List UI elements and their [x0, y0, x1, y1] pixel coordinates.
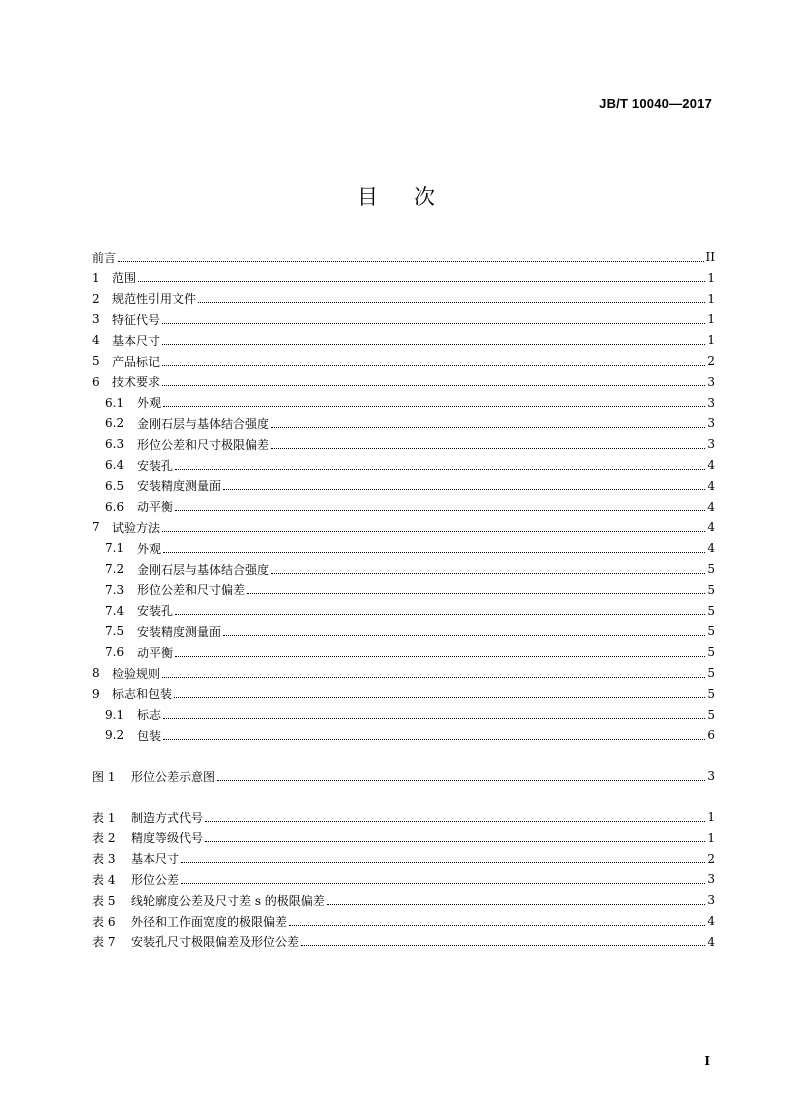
- toc-entry[interactable]: [92, 684, 715, 704]
- leader-dots: [205, 841, 705, 842]
- table-entry-page: 2: [707, 851, 715, 866]
- toc-entry-page: 5: [707, 582, 715, 597]
- toc-entry-page: 3: [707, 374, 715, 389]
- table-entry-number: 表 4: [92, 872, 116, 887]
- toc-entry-number: 7.5: [105, 624, 125, 639]
- toc-entry[interactable]: [92, 309, 715, 329]
- toc-entry-page: 4: [707, 541, 715, 556]
- table-entry-label: 线轮廓度公差及尺寸差 s 的极限偏差: [131, 893, 325, 908]
- standard-code: JB/T 10040—2017: [599, 96, 712, 111]
- leader-dots: [217, 780, 705, 781]
- leader-dots: [163, 739, 705, 740]
- toc-entry-label: 规范性引用文件: [112, 292, 197, 307]
- toc-entry-label: 安装精度测量面: [137, 624, 222, 639]
- toc-entry-number: 9.1: [105, 707, 125, 722]
- toc-entry[interactable]: [92, 455, 715, 475]
- toc-entry-label: 产品标记: [112, 354, 161, 369]
- table-entry-number: 表 5: [92, 893, 116, 908]
- toc-entry-number: 2: [92, 291, 100, 306]
- leader-dots: [175, 656, 705, 657]
- leader-dots: [163, 406, 705, 407]
- leader-dots: [118, 261, 704, 262]
- toc-entry-label: 动平衡: [137, 500, 174, 515]
- table-entry-label: 外径和工作面宽度的极限偏差: [131, 914, 288, 929]
- toc-entry-label: 特征代号: [112, 312, 161, 327]
- toc-entry-label: 安装孔: [137, 458, 174, 473]
- toc-entry[interactable]: [92, 351, 715, 371]
- table-entry-label: 制造方式代号: [131, 810, 204, 825]
- leader-dots: [247, 593, 705, 594]
- toc-entry-page: 5: [707, 686, 715, 701]
- toc-entry-page: 1: [707, 291, 715, 306]
- table-entry-label: 精度等级代号: [131, 831, 204, 846]
- toc-entry-number: 1: [92, 270, 100, 285]
- toc-entry[interactable]: [92, 725, 715, 745]
- page-number: I: [704, 1054, 710, 1068]
- leader-dots: [163, 552, 705, 553]
- toc-entry-label: 外观: [137, 396, 162, 411]
- toc-entry[interactable]: [92, 601, 715, 621]
- figure-entry-number: 图 1: [92, 769, 116, 784]
- toc-entry[interactable]: [92, 247, 715, 267]
- toc-entry[interactable]: [92, 330, 715, 350]
- toc-entry-label: 形位公差和尺寸偏差: [137, 583, 246, 598]
- toc-entry-number: 7.3: [105, 582, 125, 597]
- toc-entry-page: 3: [707, 437, 715, 452]
- toc-entry-label: 标志和包装: [112, 687, 173, 702]
- table-entry[interactable]: [92, 828, 715, 848]
- leader-dots: [223, 635, 705, 636]
- toc-entry-number: 4: [92, 333, 100, 348]
- toc-entry[interactable]: [92, 517, 715, 537]
- toc-entry-page: 3: [707, 395, 715, 410]
- table-entry[interactable]: [92, 869, 715, 889]
- leader-dots: [162, 385, 705, 386]
- toc-entry[interactable]: [92, 434, 715, 454]
- toc-entry-number: 7: [92, 520, 100, 535]
- leader-dots: [181, 862, 705, 863]
- toc-entry[interactable]: [92, 559, 715, 579]
- toc-entry[interactable]: [92, 538, 715, 558]
- leader-dots: [271, 427, 705, 428]
- toc-entry-page: 1: [707, 312, 715, 327]
- toc-entry-label: 动平衡: [137, 645, 174, 660]
- leader-dots: [162, 365, 705, 366]
- toc-entry-page: 2: [707, 354, 715, 368]
- toc-entry-page: 4: [707, 499, 715, 514]
- leader-dots: [162, 344, 705, 345]
- toc-entry-page: 5: [707, 707, 715, 722]
- toc-entry-label: 外观: [137, 541, 162, 556]
- toc-entry[interactable]: [92, 372, 715, 392]
- toc-entry[interactable]: [92, 413, 715, 433]
- toc-entry[interactable]: [92, 663, 715, 683]
- leader-dots: [301, 945, 705, 946]
- toc-entry-page: 4: [707, 458, 715, 472]
- toc-entry[interactable]: [92, 476, 715, 496]
- leader-dots: [327, 904, 705, 905]
- toc-entry-number: 6.1: [105, 395, 125, 410]
- figure-entry[interactable]: [92, 766, 715, 786]
- table-entry-number: 表 7: [92, 935, 116, 950]
- table-entry-number: 表 6: [92, 914, 116, 929]
- leader-dots: [174, 697, 705, 698]
- toc-entry-label: 检验规则: [112, 666, 161, 681]
- table-entry[interactable]: [92, 890, 715, 910]
- leader-dots: [162, 323, 705, 324]
- toc-entry-page: 4: [707, 520, 715, 535]
- leader-dots: [138, 281, 705, 282]
- table-entry-page: 3: [707, 872, 715, 887]
- table-entry-number: 表 1: [92, 810, 116, 825]
- toc-entry-page: 1: [707, 270, 715, 285]
- toc-entry-page: 5: [707, 603, 715, 618]
- toc-entry[interactable]: [92, 497, 715, 517]
- toc-entry-number: 7.4: [105, 603, 125, 618]
- table-entry-page: 1: [707, 830, 715, 845]
- leader-dots: [223, 489, 705, 490]
- leader-dots: [289, 925, 705, 926]
- toc-entry-label: 基本尺寸: [112, 333, 161, 348]
- table-entry-label: 基本尺寸: [131, 852, 180, 867]
- toc-entry-label: 包装: [137, 728, 162, 743]
- toc-entry[interactable]: [92, 289, 715, 309]
- table-entry[interactable]: [92, 932, 715, 952]
- toc-entry-label: 范围: [112, 271, 137, 286]
- toc-entry-number: 6.5: [105, 478, 125, 493]
- toc-entry-page: 5: [707, 645, 715, 660]
- toc-entry-page: 5: [707, 666, 715, 680]
- leader-dots: [271, 573, 705, 574]
- leader-dots: [163, 718, 705, 719]
- leader-dots: [205, 821, 705, 822]
- toc-entry-label: 形位公差和尺寸极限偏差: [137, 437, 270, 452]
- figure-entry-label: 形位公差示意图: [131, 769, 216, 784]
- toc-entry-page: 5: [707, 562, 715, 576]
- leader-dots: [175, 614, 705, 615]
- table-entry-page: 1: [707, 810, 715, 824]
- leader-dots: [181, 883, 705, 884]
- toc-entry-page: 5: [707, 624, 715, 639]
- leader-dots: [175, 469, 705, 470]
- leader-dots: [162, 531, 705, 532]
- toc-entry-number: 8: [92, 666, 100, 680]
- toc-entry[interactable]: [92, 268, 715, 288]
- toc-entry-label: 技术要求: [112, 375, 161, 390]
- toc-entry[interactable]: [92, 580, 715, 600]
- toc-entry-label: 金刚石层与基体结合强度: [137, 416, 270, 431]
- table-entry[interactable]: [92, 911, 715, 931]
- toc-entry-page: II: [705, 250, 715, 264]
- leader-dots: [175, 510, 705, 511]
- toc-entry-page: 6: [707, 728, 715, 743]
- toc-entry-number: 6.2: [105, 416, 125, 431]
- toc-entry[interactable]: [92, 705, 715, 725]
- toc-entry-number: 6.4: [105, 458, 125, 472]
- toc-entry[interactable]: [92, 393, 715, 413]
- table-entry-page: 4: [707, 934, 715, 949]
- figure-entry-page: 3: [707, 769, 715, 783]
- toc-entry-label: 金刚石层与基体结合强度: [137, 562, 270, 577]
- leader-dots: [198, 302, 705, 303]
- toc-entry-page: 1: [707, 333, 715, 348]
- toc-entry-label: 前言: [92, 250, 117, 265]
- toc-entry-page: 4: [707, 478, 715, 493]
- toc-entry-number: 9: [92, 686, 100, 701]
- leader-dots: [162, 677, 705, 678]
- table-entry-number: 表 3: [92, 852, 116, 867]
- toc-entry-number: 9.2: [105, 728, 125, 743]
- table-entry[interactable]: [92, 849, 715, 869]
- page-title: 目次: [357, 185, 471, 209]
- toc-entry[interactable]: [92, 642, 715, 662]
- toc-entry[interactable]: [92, 621, 715, 641]
- table-entry-label: 形位公差: [131, 872, 180, 887]
- table-entry-label: 安装孔尺寸极限偏差及形位公差: [131, 935, 300, 950]
- toc-entry-number: 7.1: [105, 541, 125, 556]
- table-entry-page: 3: [707, 893, 715, 908]
- table-entry-page: 4: [707, 914, 715, 928]
- leader-dots: [271, 448, 705, 449]
- toc-entry-label: 安装精度测量面: [137, 479, 222, 494]
- toc-entry-number: 6: [92, 374, 100, 389]
- toc-entry-label: 标志: [137, 708, 162, 723]
- toc-entry-number: 7.2: [105, 562, 125, 576]
- toc-entry-label: 安装孔: [137, 604, 174, 619]
- table-entry[interactable]: [92, 807, 715, 827]
- toc-entry-number: 6.3: [105, 437, 125, 452]
- toc-entry-number: 3: [92, 312, 100, 327]
- toc-entry-label: 试验方法: [112, 520, 161, 535]
- table-entry-number: 表 2: [92, 831, 116, 846]
- toc-entry-number: 6.6: [105, 499, 125, 514]
- toc-entry-number: 7.6: [105, 645, 125, 660]
- toc-entry-page: 3: [707, 416, 715, 431]
- toc-entry-number: 5: [92, 354, 100, 368]
